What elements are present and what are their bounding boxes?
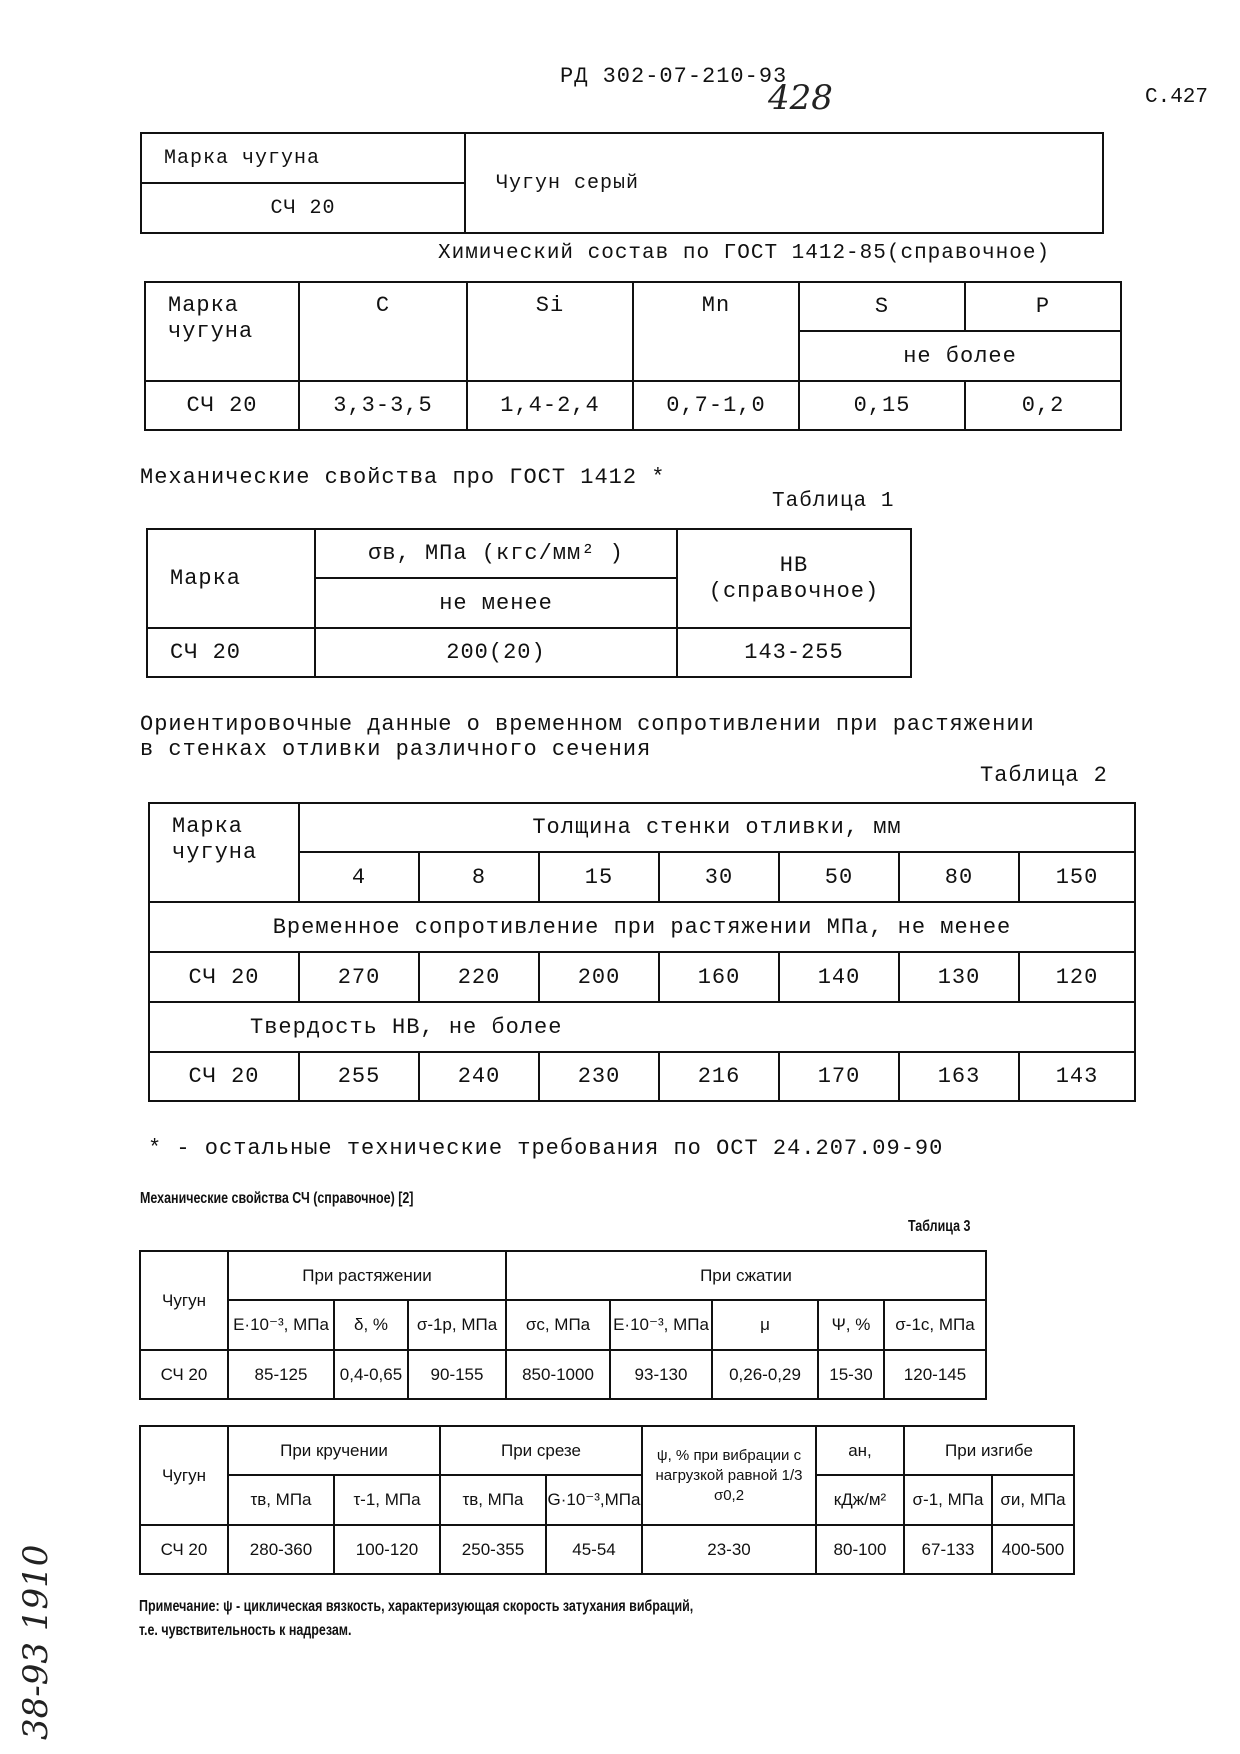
table-cell: G·10⁻³,МПа xyxy=(546,1475,642,1525)
table-cell: 0,26-0,29 xyxy=(712,1350,818,1399)
table-cell: 23-30 xyxy=(642,1525,816,1574)
table-cell: 0,4-0,65 xyxy=(334,1350,408,1399)
t4-header-vibration: ψ, % при вибрации с нагрузкой равной 1/3 σ0,2 xyxy=(642,1426,816,1525)
table-cell: 163 xyxy=(899,1052,1019,1101)
wall-table xyxy=(148,802,1136,1102)
chem-header-grade: Марка чугуна xyxy=(145,282,299,381)
table-cell: СЧ 20 xyxy=(140,1525,228,1574)
table-cell: 80-100 xyxy=(816,1525,904,1574)
chem-header-p: P xyxy=(965,282,1121,331)
table-cell: σс, МПа xyxy=(506,1300,610,1350)
table-cell: 8 xyxy=(419,852,539,902)
table-cell: СЧ 20 xyxy=(145,381,299,430)
table-cell: 160 xyxy=(659,952,779,1002)
table3-label: Таблица 3 xyxy=(908,1218,971,1235)
table-cell: τв, МПа xyxy=(440,1475,546,1525)
mech-header-sigma: σв, МПа (кгс/мм² ) xyxy=(315,529,677,578)
table-cell: 255 xyxy=(299,1052,419,1101)
table-cell: E·10⁻³, МПа xyxy=(610,1300,712,1350)
table-cell: СЧ 20 xyxy=(149,952,299,1002)
table-cell: 150 xyxy=(1019,852,1135,902)
table-cell: СЧ 20 xyxy=(149,1052,299,1101)
t3-title: Механические свойства СЧ (справочное) [2] xyxy=(140,1190,414,1207)
table-cell: 140 xyxy=(779,952,899,1002)
grade-label: Марка чугуна xyxy=(141,133,465,183)
footnote: * - остальные технические требования по ОСТ 24.207.09-90 xyxy=(148,1136,944,1161)
chem-header-si: Si xyxy=(467,282,633,381)
table-cell: 67-133 xyxy=(904,1525,992,1574)
table-cell: 143 xyxy=(1019,1052,1135,1101)
mech-title: Механические свойства про ГОСТ 1412 * xyxy=(140,465,666,490)
table-cell: 15-30 xyxy=(818,1350,884,1399)
t4-table xyxy=(139,1425,1075,1575)
chem-header-s: S xyxy=(799,282,965,331)
table-cell: 270 xyxy=(299,952,419,1002)
table-cell: СЧ 20 xyxy=(147,628,315,677)
table-cell: σ-1, МПа xyxy=(904,1475,992,1525)
table-cell: 240 xyxy=(419,1052,539,1101)
wall-title-line2: в стенках отливки различного сечения xyxy=(140,737,652,762)
material-name: Чугун серый xyxy=(465,133,1103,233)
table-cell: 130 xyxy=(899,952,1019,1002)
margin-handwriting: 38-93 1910 xyxy=(16,1544,56,1740)
table-cell: 170 xyxy=(779,1052,899,1101)
table-cell: 15 xyxy=(539,852,659,902)
table-cell: 120-145 xyxy=(884,1350,986,1399)
table-cell: δ, % xyxy=(334,1300,408,1350)
table-cell: СЧ 20 xyxy=(140,1350,228,1399)
table-cell: 400-500 xyxy=(992,1525,1074,1574)
mech-header-min: не менее xyxy=(315,578,677,628)
table-cell: 850-1000 xyxy=(506,1350,610,1399)
table-cell: 85-125 xyxy=(228,1350,334,1399)
table-cell: τ-1, МПа xyxy=(334,1475,440,1525)
t4-header-impact: aн, xyxy=(816,1426,904,1475)
t3-table xyxy=(139,1250,987,1400)
wall-header-thickness: Толщина стенки отливки, мм xyxy=(299,803,1135,852)
t4-header-torsion: При кручении xyxy=(228,1426,440,1475)
table1-label: Таблица 1 xyxy=(772,490,895,513)
table-cell: 4 xyxy=(299,852,419,902)
table-cell: 200(20) xyxy=(315,628,677,677)
table-cell: Ψ, % xyxy=(818,1300,884,1350)
wall-hardness-heading: Твердость НВ, не более xyxy=(149,1002,1135,1052)
table-cell: 45-54 xyxy=(546,1525,642,1574)
table-cell: σ-1с, МПа xyxy=(884,1300,986,1350)
grade-block xyxy=(140,132,1104,234)
table-cell: 80 xyxy=(899,852,1019,902)
table-cell: 200 xyxy=(539,952,659,1002)
page-number: С.427 xyxy=(1145,86,1209,109)
t3-header-tension: При растяжении xyxy=(228,1251,506,1300)
table-cell: E·10⁻³, МПа xyxy=(228,1300,334,1350)
table-cell: 100-120 xyxy=(334,1525,440,1574)
table-cell: 280-360 xyxy=(228,1525,334,1574)
handwritten-number: 428 xyxy=(768,78,833,118)
table-cell: 230 xyxy=(539,1052,659,1101)
chem-header-c: C xyxy=(299,282,467,381)
table-cell: 120 xyxy=(1019,952,1135,1002)
table2-label: Таблица 2 xyxy=(980,763,1108,788)
wall-title-line1: Ориентировочные данные о временном сопротивлении при растяжении xyxy=(140,712,1035,737)
table-cell: 0,7-1,0 xyxy=(633,381,799,430)
t4-header-iron: Чугун xyxy=(140,1426,228,1525)
table-cell: σ-1р, МПа xyxy=(408,1300,506,1350)
table-cell: 143-255 xyxy=(677,628,911,677)
table-cell: 216 xyxy=(659,1052,779,1101)
table-cell: 220 xyxy=(419,952,539,1002)
table-cell: 250-355 xyxy=(440,1525,546,1574)
table-cell: 3,3-3,5 xyxy=(299,381,467,430)
table-cell: 0,15 xyxy=(799,381,965,430)
grade-value: СЧ 20 xyxy=(141,183,465,233)
chem-title: Химический состав по ГОСТ 1412-85(справочное) xyxy=(438,242,1051,265)
wall-strength-heading: Временное сопротивление при растяжении МПа, не менее xyxy=(149,902,1135,952)
mech-header-hb: НВ (справочное) xyxy=(677,529,911,628)
t4-header-shear: При срезе xyxy=(440,1426,642,1475)
table-cell: 90-155 xyxy=(408,1350,506,1399)
t4-header-impact-unit: кДж/м² xyxy=(816,1475,904,1525)
chem-header-max: не более xyxy=(799,331,1121,381)
t3-header-iron: Чугун xyxy=(140,1251,228,1350)
t3-header-compression: При сжатии xyxy=(506,1251,986,1300)
table-cell: 0,2 xyxy=(965,381,1121,430)
chem-table xyxy=(144,281,1122,431)
wall-header-grade: Марка чугуна xyxy=(149,803,299,902)
table-cell: σи, МПа xyxy=(992,1475,1074,1525)
document-code: РД 302-07-210-93 xyxy=(560,64,788,89)
note-line1: Примечание: ψ - циклическая вязкость, характеризующая скорость затухания вибраций, xyxy=(139,1598,694,1615)
mech-table xyxy=(146,528,912,678)
mech-header-grade: Марка xyxy=(147,529,315,628)
note-line2: т.е. чувствительность к надрезам. xyxy=(139,1622,352,1639)
table-cell: 50 xyxy=(779,852,899,902)
table-cell: 1,4-2,4 xyxy=(467,381,633,430)
t4-header-bending: При изгибе xyxy=(904,1426,1074,1475)
table-cell: 30 xyxy=(659,852,779,902)
table-cell: τв, МПа xyxy=(228,1475,334,1525)
chem-header-mn: Mn xyxy=(633,282,799,381)
table-cell: μ xyxy=(712,1300,818,1350)
table-cell: 93-130 xyxy=(610,1350,712,1399)
